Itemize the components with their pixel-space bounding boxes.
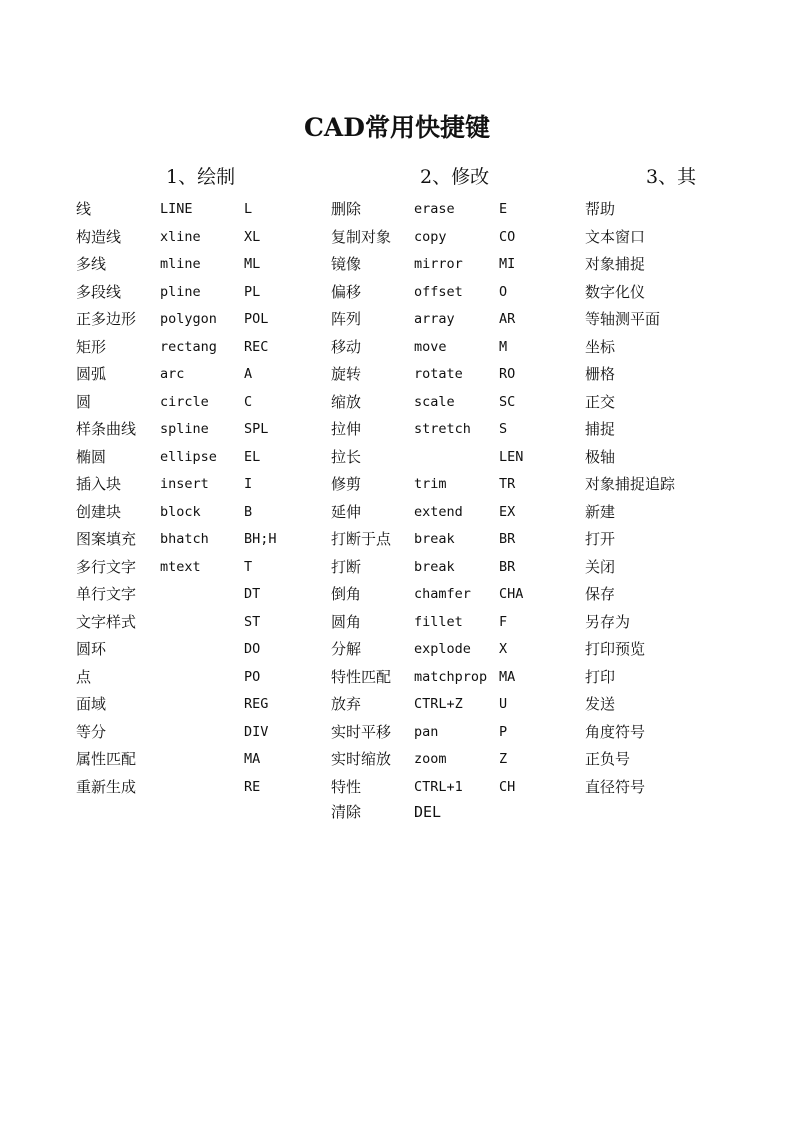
table-row: [0, 499, 794, 527]
table-row: [0, 609, 794, 637]
other-name-cell: 极轴: [585, 447, 616, 466]
draw-name-cell: 正多边形: [76, 310, 137, 328]
modify-command-cell: rotate: [414, 366, 463, 382]
draw-name-cell: 构造线: [76, 227, 122, 246]
other-name-cell: 保存: [585, 585, 616, 603]
modify-shortcut-cell: CH: [499, 778, 516, 795]
other-name-cell: 数字化仪: [585, 282, 646, 301]
draw-name-cell: 面域: [76, 695, 107, 713]
modify-command-cell: break: [414, 558, 455, 575]
table-row: [0, 334, 794, 362]
draw-name-cell: 样条曲线: [76, 420, 137, 438]
modify-shortcut-cell: S: [499, 421, 508, 437]
draw-command-cell: mtext: [160, 558, 201, 575]
other-name-cell: 对象捕捉追踪: [585, 475, 676, 493]
modify-name-cell: 拉长: [331, 447, 362, 466]
other-name-cell: 文本窗口: [585, 227, 646, 246]
modify-name-cell: 偏移: [331, 282, 362, 301]
other-name-cell: 打印: [585, 667, 616, 686]
draw-name-cell: 重新生成: [76, 777, 137, 796]
table-row: [0, 306, 794, 334]
modify-name-cell: 删除: [331, 200, 362, 218]
draw-command-cell: insert: [160, 476, 209, 492]
modify-command-cell: matchprop: [414, 668, 488, 685]
modify-name-cell: 特性匹配: [331, 667, 392, 686]
draw-command-cell: ellipse: [160, 448, 217, 465]
modify-command-cell: stretch: [414, 421, 471, 437]
modify-shortcut-cell: SC: [499, 393, 516, 410]
modify-name-cell: 复制对象: [331, 227, 392, 246]
draw-name-cell: 点: [76, 667, 92, 686]
modify-command-cell: scale: [414, 393, 455, 410]
draw-shortcut-cell: PL: [244, 283, 261, 300]
other-name-cell: 发送: [585, 695, 616, 713]
table-row: [0, 774, 794, 802]
draw-shortcut-cell: C: [244, 393, 253, 410]
draw-shortcut-cell: BH;H: [244, 531, 277, 547]
draw-name-cell: 线: [76, 200, 92, 218]
table-row: [0, 444, 794, 472]
page-title: CAD常用快捷键: [304, 113, 490, 142]
extra-item-command: DEL: [414, 803, 442, 821]
draw-name-cell: 圆弧: [76, 365, 107, 383]
draw-shortcut-cell: DIV: [244, 723, 269, 740]
other-name-cell: 帮助: [585, 200, 616, 218]
draw-shortcut-cell: REG: [244, 696, 269, 712]
draw-command-cell: mline: [160, 256, 201, 272]
modify-name-cell: 拉伸: [331, 420, 362, 438]
modify-command-cell: trim: [414, 476, 447, 492]
modify-command-cell: CTRL+Z: [414, 696, 463, 712]
draw-command-cell: bhatch: [160, 531, 209, 547]
draw-shortcut-cell: T: [244, 558, 253, 575]
draw-name-cell: 矩形: [76, 337, 107, 356]
draw-shortcut-cell: DO: [244, 641, 261, 657]
table-row: [0, 554, 794, 582]
draw-shortcut-cell: PO: [244, 668, 261, 685]
table-row: [0, 746, 794, 774]
draw-name-cell: 圆环: [76, 640, 107, 658]
draw-name-cell: 创建块: [76, 502, 122, 521]
modify-command-cell: offset: [414, 283, 463, 300]
modify-name-cell: 延伸: [331, 502, 362, 521]
draw-command-cell: polygon: [160, 311, 217, 327]
modify-shortcut-cell: O: [499, 283, 508, 300]
modify-shortcut-cell: AR: [499, 311, 516, 327]
modify-name-cell: 打断于点: [331, 530, 392, 548]
other-name-cell: 角度符号: [585, 722, 646, 741]
modify-shortcut-cell: CO: [499, 228, 516, 245]
modify-name-cell: 移动: [331, 337, 362, 356]
modify-name-cell: 分解: [331, 640, 362, 658]
table-row: [0, 691, 794, 719]
other-name-cell: 等轴测平面: [585, 310, 661, 328]
modify-name-cell: 放弃: [331, 695, 362, 713]
table-row: [0, 361, 794, 389]
modify-name-cell: 镜像: [331, 255, 362, 273]
section-heading-draw: 1、绘制: [166, 166, 236, 188]
modify-name-cell: 打断: [331, 557, 362, 576]
draw-name-cell: 多行文字: [76, 557, 137, 576]
modify-name-cell: 实时平移: [331, 722, 392, 741]
draw-shortcut-cell: XL: [244, 228, 261, 245]
modify-name-cell: 修剪: [331, 475, 362, 493]
draw-command-cell: arc: [160, 366, 185, 382]
table-row: [0, 251, 794, 279]
draw-command-cell: block: [160, 503, 201, 520]
draw-name-cell: 椭圆: [76, 447, 107, 466]
modify-command-cell: array: [414, 311, 455, 327]
modify-shortcut-cell: E: [499, 201, 508, 217]
draw-command-cell: spline: [160, 421, 209, 437]
draw-name-cell: 多线: [76, 255, 107, 273]
draw-shortcut-cell: EL: [244, 448, 261, 465]
section-heading-other: 3、其: [646, 166, 697, 188]
draw-shortcut-cell: DT: [244, 586, 261, 602]
modify-name-cell: 倒角: [331, 585, 362, 603]
other-name-cell: 正负号: [585, 750, 631, 768]
draw-name-cell: 图案填充: [76, 530, 137, 548]
other-name-cell: 新建: [585, 502, 616, 521]
table-row: [0, 636, 794, 664]
draw-name-cell: 等分: [76, 722, 107, 741]
modify-shortcut-cell: P: [499, 723, 508, 740]
draw-name-cell: 单行文字: [76, 585, 137, 603]
draw-command-cell: xline: [160, 228, 201, 245]
modify-name-cell: 缩放: [331, 392, 362, 411]
table-row: [0, 471, 794, 499]
draw-shortcut-cell: SPL: [244, 421, 269, 437]
draw-name-cell: 多段线: [76, 282, 122, 301]
modify-command-cell: chamfer: [414, 586, 471, 602]
modify-name-cell: 阵列: [331, 310, 362, 328]
draw-command-cell: circle: [160, 393, 209, 410]
draw-shortcut-cell: POL: [244, 311, 269, 327]
modify-shortcut-cell: Z: [499, 751, 508, 767]
modify-command-cell: extend: [414, 503, 463, 520]
table-row: [0, 279, 794, 307]
modify-command-cell: explode: [414, 641, 471, 657]
table-row: [0, 416, 794, 444]
table-row: [0, 581, 794, 609]
table-row: [0, 196, 794, 224]
draw-shortcut-cell: ML: [244, 256, 261, 272]
modify-shortcut-cell: BR: [499, 531, 516, 547]
other-name-cell: 关闭: [585, 557, 616, 576]
table-row: [0, 389, 794, 417]
draw-name-cell: 圆: [76, 392, 92, 411]
draw-command-cell: rectang: [160, 338, 217, 355]
draw-name-cell: 插入块: [76, 475, 122, 493]
modify-shortcut-cell: F: [499, 613, 508, 630]
modify-shortcut-cell: RO: [499, 366, 516, 382]
modify-shortcut-cell: M: [499, 338, 508, 355]
modify-command-cell: pan: [414, 723, 439, 740]
other-name-cell: 正交: [585, 392, 616, 411]
draw-command-cell: LINE: [160, 201, 193, 217]
modify-shortcut-cell: MA: [499, 668, 516, 685]
modify-name-cell: 特性: [331, 777, 362, 796]
modify-command-cell: erase: [414, 201, 455, 217]
modify-shortcut-cell: MI: [499, 256, 516, 272]
modify-shortcut-cell: CHA: [499, 586, 524, 602]
other-name-cell: 直径符号: [585, 777, 646, 796]
modify-shortcut-cell: LEN: [499, 448, 524, 465]
extra-item-name: 清除: [331, 803, 362, 821]
modify-command-cell: CTRL+1: [414, 778, 463, 795]
other-name-cell: 捕捉: [585, 420, 616, 438]
modify-name-cell: 实时缩放: [331, 750, 392, 768]
other-name-cell: 坐标: [585, 337, 616, 356]
table-row: [0, 719, 794, 747]
other-name-cell: 栅格: [585, 365, 616, 383]
modify-shortcut-cell: X: [499, 641, 508, 657]
draw-shortcut-cell: I: [244, 476, 253, 492]
draw-shortcut-cell: L: [244, 201, 253, 217]
draw-shortcut-cell: A: [244, 366, 253, 382]
other-name-cell: 对象捕捉: [585, 255, 646, 273]
draw-shortcut-cell: RE: [244, 778, 261, 795]
modify-command-cell: break: [414, 531, 455, 547]
table-row: [0, 664, 794, 692]
table-row: [0, 526, 794, 554]
section-heading-modify: 2、修改: [420, 166, 490, 188]
modify-command-cell: fillet: [414, 613, 463, 630]
other-name-cell: 打开: [585, 530, 616, 548]
modify-command-cell: copy: [414, 228, 447, 245]
draw-shortcut-cell: B: [244, 503, 253, 520]
modify-command-cell: move: [414, 338, 447, 355]
table-row: [0, 224, 794, 252]
draw-name-cell: 属性匹配: [76, 750, 137, 768]
modify-name-cell: 旋转: [331, 365, 362, 383]
draw-command-cell: pline: [160, 283, 201, 300]
modify-shortcut-cell: TR: [499, 476, 516, 492]
draw-shortcut-cell: ST: [244, 613, 261, 630]
other-name-cell: 打印预览: [585, 640, 646, 658]
modify-shortcut-cell: EX: [499, 503, 516, 520]
modify-shortcut-cell: BR: [499, 558, 516, 575]
other-name-cell: 另存为: [585, 612, 631, 631]
draw-shortcut-cell: REC: [244, 338, 269, 355]
modify-name-cell: 圆角: [331, 612, 362, 631]
modify-command-cell: mirror: [414, 256, 463, 272]
modify-command-cell: zoom: [414, 751, 447, 767]
draw-shortcut-cell: MA: [244, 751, 261, 767]
modify-shortcut-cell: U: [499, 696, 508, 712]
draw-name-cell: 文字样式: [76, 612, 137, 631]
